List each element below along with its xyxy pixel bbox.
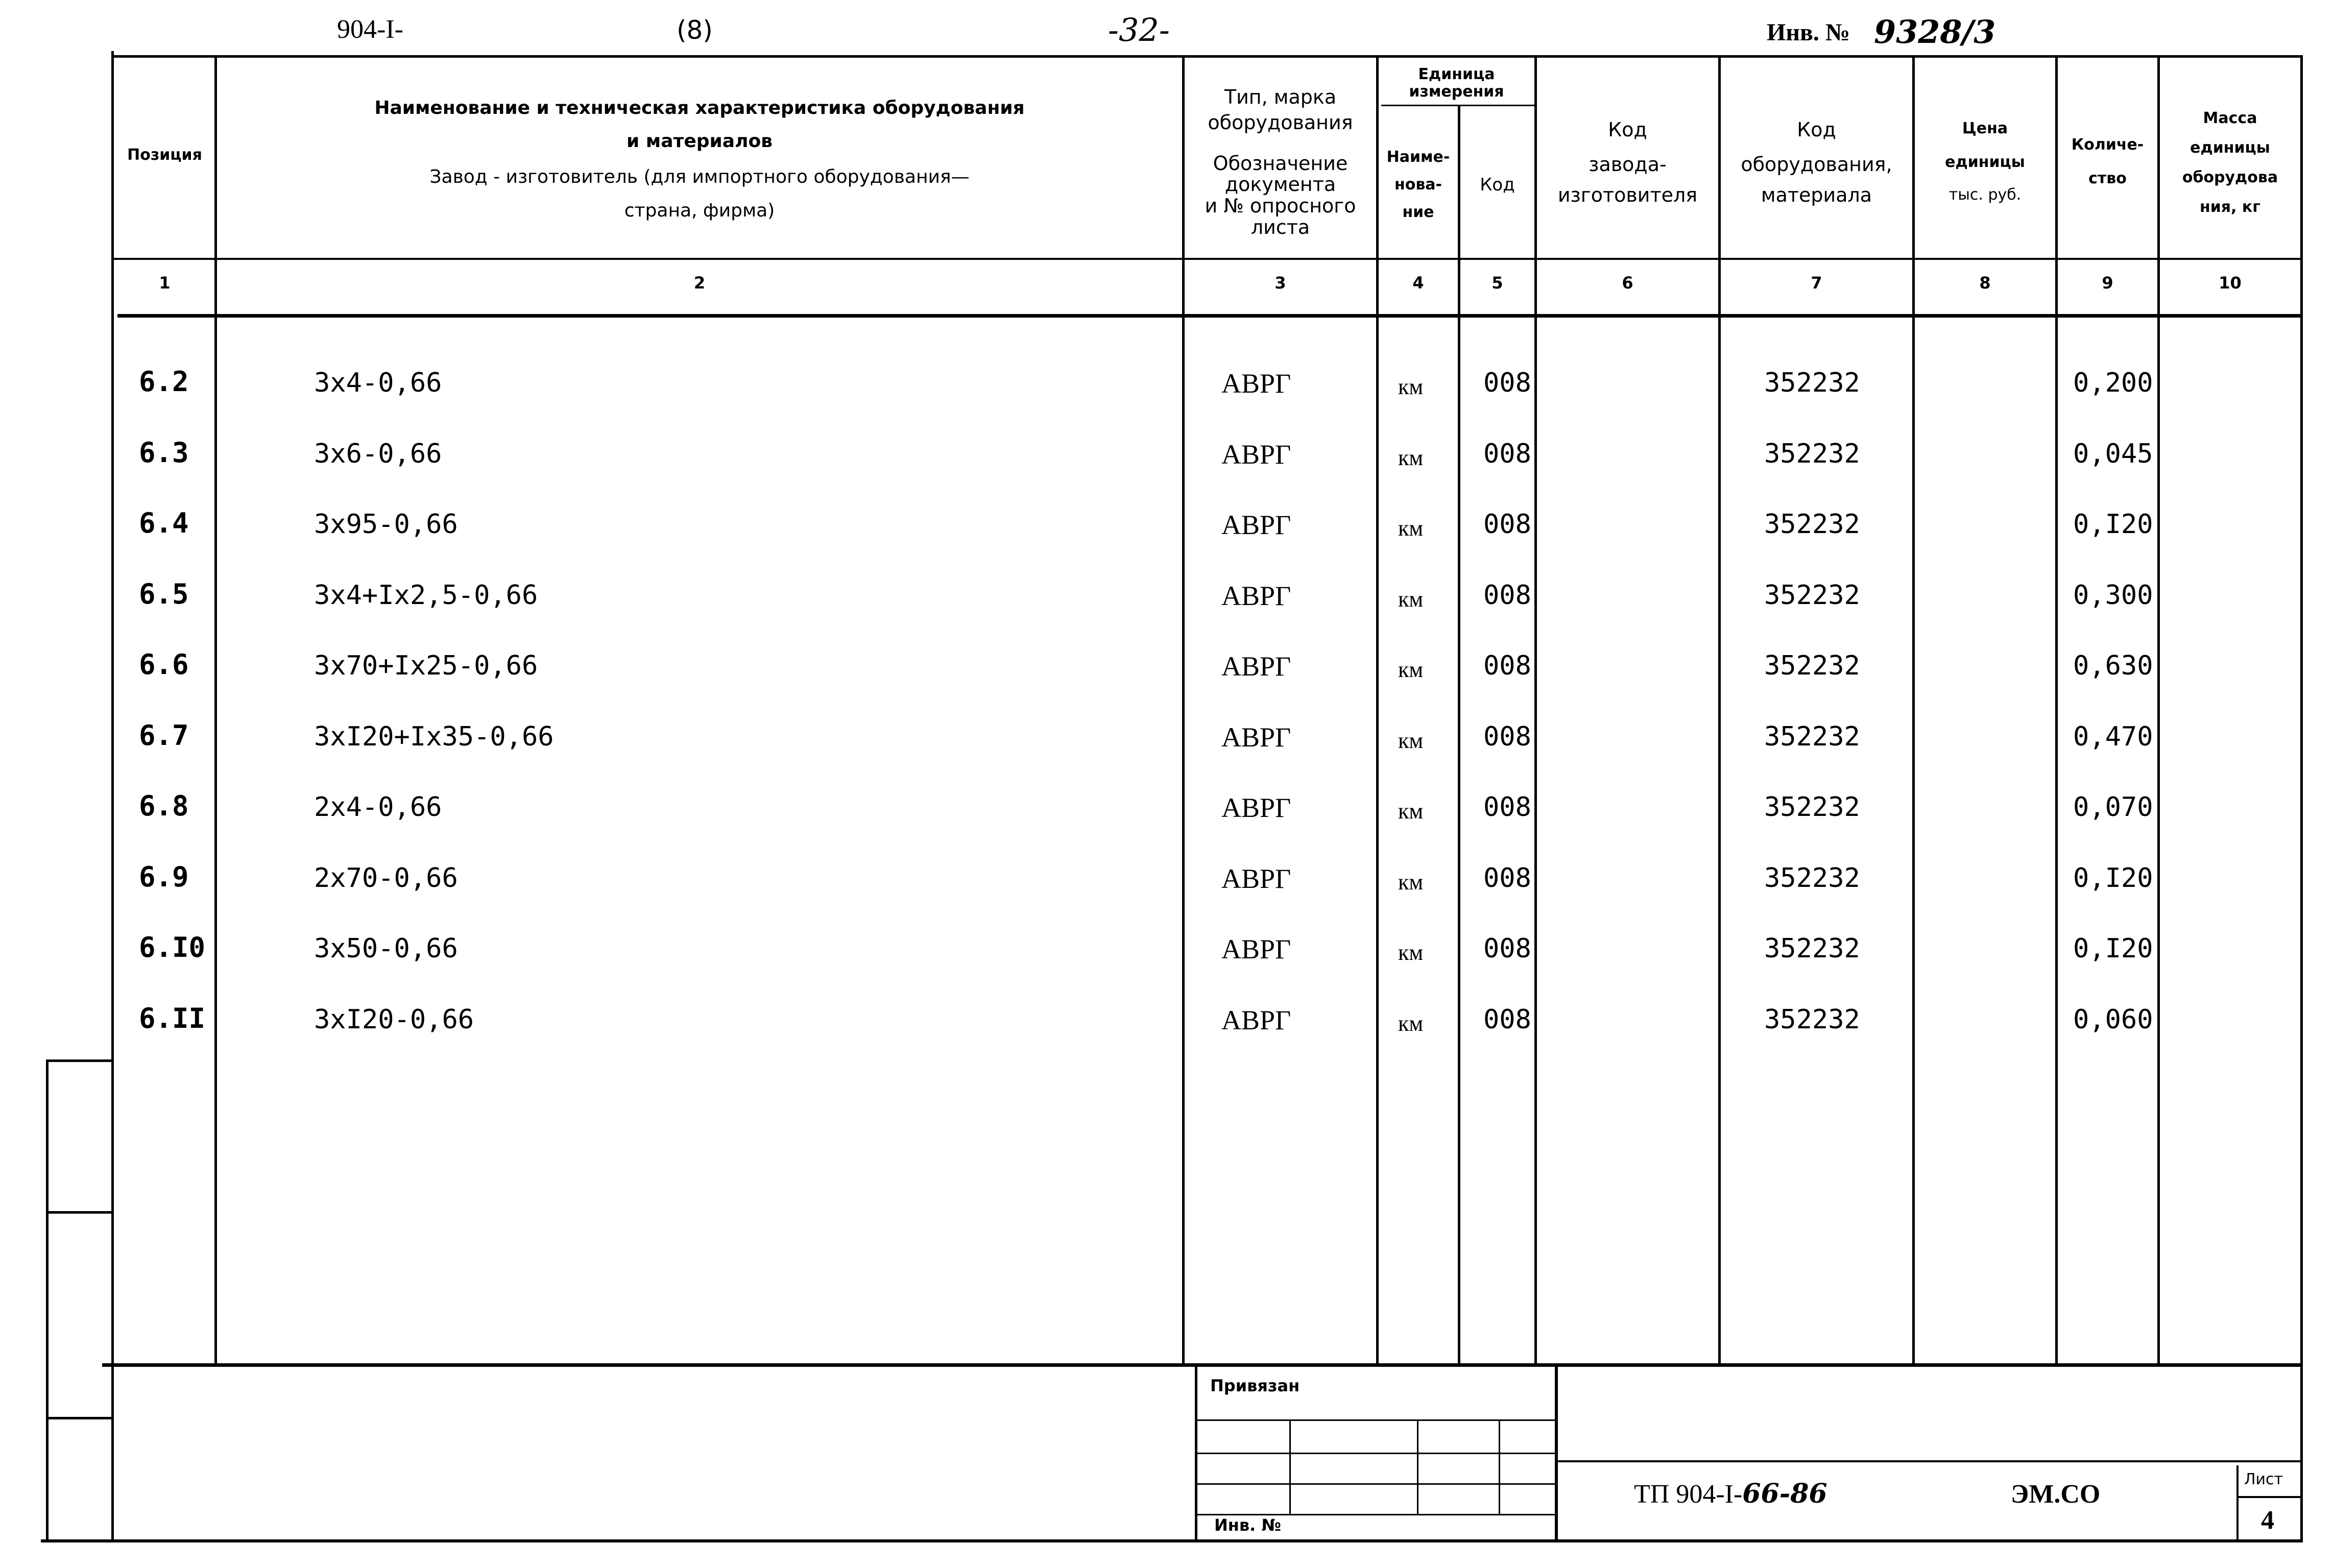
row-type: АВРГ [1221,792,1291,823]
col-header-unit-name-line3: ние [1402,203,1434,221]
row-material-code: 352232 [1764,792,1860,823]
document-code-prefix: ТП 904-I- [1634,1480,1743,1509]
row-unit-code: 008 [1483,650,1531,681]
row-name: 3хI20-0,66 [314,1004,474,1035]
sheet-box-line [2239,1496,2300,1498]
stamp-grid-line-1 [1197,1419,1555,1421]
row-unit: км [1398,1011,1424,1036]
col-header-type-line3: Обозначение [1213,152,1348,175]
row-unit: км [1398,657,1424,682]
row-unit-code: 008 [1483,580,1531,611]
col-header-factory-code-line1: Код [1608,118,1647,141]
row-type: АВРГ [1221,368,1291,399]
row-unit-code: 008 [1483,792,1531,823]
row-unit: км [1398,870,1424,895]
row-material-code: 352232 [1764,650,1860,681]
row-position: 6.9 [139,861,189,893]
col-number-4: 4 [1412,273,1424,293]
col-divider-5 [1534,55,1537,1365]
col-header-type-line6: листа [1250,216,1310,238]
col-divider-7 [1912,55,1915,1365]
col-divider-4 [1458,106,1460,1365]
row-quantity: 0,060 [2073,1004,2153,1035]
row-type: АВРГ [1221,722,1291,753]
row-quantity: 0,045 [2073,439,2153,469]
inventory-number: 9328/3 [1874,13,1996,51]
col-header-position: Позиция [127,146,202,164]
col-header-factory-code-line2: завода- [1589,153,1667,176]
stamp-grid-vline-3 [1499,1421,1500,1514]
row-position: 6.I0 [139,931,206,963]
col-header-type-line4: документа [1224,173,1336,196]
row-name: 3х4-0,66 [314,368,442,398]
row-name: 2х70-0,66 [314,863,458,894]
row-position: 6.3 [139,437,189,469]
row-material-code: 352232 [1764,933,1860,964]
row-material-code: 352232 [1764,1004,1860,1035]
col-number-9: 9 [2102,273,2113,293]
row-position: 6.II [139,1002,206,1034]
row-type: АВРГ [1221,651,1291,682]
col-number-5: 5 [1491,273,1503,293]
margin-stamp-line-3 [46,1417,112,1419]
row-type: АВРГ [1221,863,1291,894]
col-divider-8 [2055,55,2058,1365]
row-name: 2х4-0,66 [314,792,442,823]
row-unit-code: 008 [1483,721,1531,752]
col-divider-6 [1718,55,1721,1365]
col-number-1: 1 [159,273,171,293]
col-header-factory-code-line3: изготовителя [1557,184,1698,206]
col-divider-9 [2157,55,2160,1365]
title-block-inner-line [1555,1460,2303,1462]
row-name: 3х95-0,66 [314,509,458,540]
inventory-label: Инв. № [1767,19,1850,46]
table-left-border [111,51,114,1539]
col-header-price-line3: тыс. руб. [1948,186,2022,204]
row-position: 6.5 [139,578,189,610]
col-header-unit-line1: Единица [1418,65,1495,83]
row-type: АВРГ [1221,439,1291,470]
row-type: АВРГ [1221,1005,1291,1035]
col-header-type-line1: Тип, марка [1224,86,1337,108]
stamp-grid-vline-1 [1289,1421,1291,1514]
row-material-code: 352232 [1764,439,1860,469]
row-material-code: 352232 [1764,509,1860,540]
col-number-6: 6 [1622,273,1633,293]
row-quantity: 0,070 [2073,792,2153,823]
col-header-name-line2: и материалов [627,131,773,152]
inv-no-label: Инв. № [1214,1515,1281,1535]
sheet-number: 4 [2261,1506,2274,1535]
col-header-mass-line3: оборудова [2182,168,2278,186]
col-number-3: 3 [1274,273,1286,293]
sheet-box-divider [2236,1465,2239,1539]
title-block-right-divider [1555,1367,1558,1540]
col-header-unit-name-line2: нова- [1394,176,1442,194]
row-quantity: 0,I20 [2073,933,2153,964]
header-bottom-border [117,314,2303,318]
document-mark: ЭМ.СО [2011,1480,2101,1509]
document-code-handwritten: 66-86 [1742,1478,1827,1509]
page-number: -32- [1108,11,1170,49]
col-divider-3 [1376,55,1379,1365]
col-header-unit-name-line1: Наиме- [1386,148,1450,166]
col-header-type-line5: и № опросного [1205,195,1356,217]
section-label: (8) [677,15,713,45]
row-unit-code: 008 [1483,863,1531,894]
row-position: 6.4 [139,507,189,539]
row-quantity: 0,I20 [2073,509,2153,540]
row-position: 6.6 [139,648,189,681]
row-type: АВРГ [1221,510,1291,540]
col-header-quantity-line2: ство [2088,170,2127,187]
row-unit: км [1398,374,1424,399]
margin-stamp-line-2 [46,1211,112,1214]
col-header-mass-line4: ния, кг [2200,198,2260,216]
row-quantity: 0,630 [2073,650,2153,681]
row-name: 3хI20+Iх35-0,66 [314,721,554,752]
col-number-10: 10 [2219,273,2242,293]
title-block-top [102,1363,2303,1367]
col-number-8: 8 [1979,273,1991,293]
col-header-material-code-line3: материала [1761,184,1872,206]
row-quantity: 0,I20 [2073,863,2153,894]
row-unit: км [1398,728,1424,753]
row-unit-code: 008 [1483,1004,1531,1035]
col-number-2: 2 [693,273,706,293]
row-name: 3х70+Iх25-0,66 [314,650,538,681]
attached-label: Привязан [1210,1376,1300,1395]
col-header-type-line2: оборудования [1208,111,1353,134]
col-header-mass-line1: Масса [2203,109,2257,127]
row-unit-code: 008 [1483,509,1531,540]
stamp-grid-line-3 [1197,1483,1555,1485]
col-header-unit-line2: измерения [1409,83,1504,101]
margin-stamp-outer-left [46,1059,49,1542]
row-material-code: 352232 [1764,580,1860,611]
row-quantity: 0,300 [2073,580,2153,611]
document-code [1634,1478,1827,1509]
col-number-7: 7 [1811,273,1822,293]
row-quantity: 0,470 [2073,721,2153,752]
row-material-code: 352232 [1764,863,1860,894]
row-material-code: 352232 [1764,721,1860,752]
row-unit: км [1398,799,1424,824]
col-header-material-code-line2: оборудования, [1741,153,1892,176]
page-bottom-border [41,1539,2303,1542]
stamp-grid-vline-2 [1417,1421,1418,1514]
col-header-material-code-line1: Код [1797,118,1836,141]
row-position: 6.2 [139,366,189,398]
margin-stamp-line-1 [46,1059,112,1062]
row-name: 3х4+Iх2,5-0,66 [314,580,538,611]
col-header-quantity-line1: Количе- [2071,136,2144,154]
row-name: 3х50-0,66 [314,933,458,964]
col-header-price-line2: единицы [1945,153,2025,171]
table-right-border [2300,55,2303,1541]
row-unit: км [1398,445,1424,470]
row-material-code: 352232 [1764,368,1860,398]
col-header-price-line1: Цена [1962,119,2008,137]
row-unit: км [1398,940,1424,965]
row-quantity: 0,200 [2073,368,2153,398]
col-divider-1 [214,55,217,1365]
sheet-label: Лист [2244,1470,2283,1488]
row-name: 3х6-0,66 [314,439,442,469]
row-position: 6.8 [139,790,189,822]
row-unit: км [1398,587,1424,612]
row-unit-code: 008 [1483,933,1531,964]
row-unit-code: 008 [1483,368,1531,398]
row-unit: км [1398,516,1424,541]
col-header-name-line4: страна, фирма) [624,200,775,221]
row-position: 6.7 [139,719,189,752]
col-header-unit-code: Код [1480,175,1515,195]
row-type: АВРГ [1221,581,1291,611]
col-header-name-line3: Завод - изготовитель (для импортного оборудования— [429,166,970,187]
col-header-name-line1: Наименование и техническая характеристика оборудования [374,98,1025,118]
row-type: АВРГ [1221,934,1291,964]
header-divider [112,258,2303,260]
stamp-grid-line-2 [1197,1453,1555,1454]
col-header-mass-line2: единицы [2190,139,2270,157]
series-label: 904-I- [337,15,403,44]
table-top-border [112,55,2303,58]
row-unit-code: 008 [1483,439,1531,469]
col-divider-2 [1182,55,1185,1365]
